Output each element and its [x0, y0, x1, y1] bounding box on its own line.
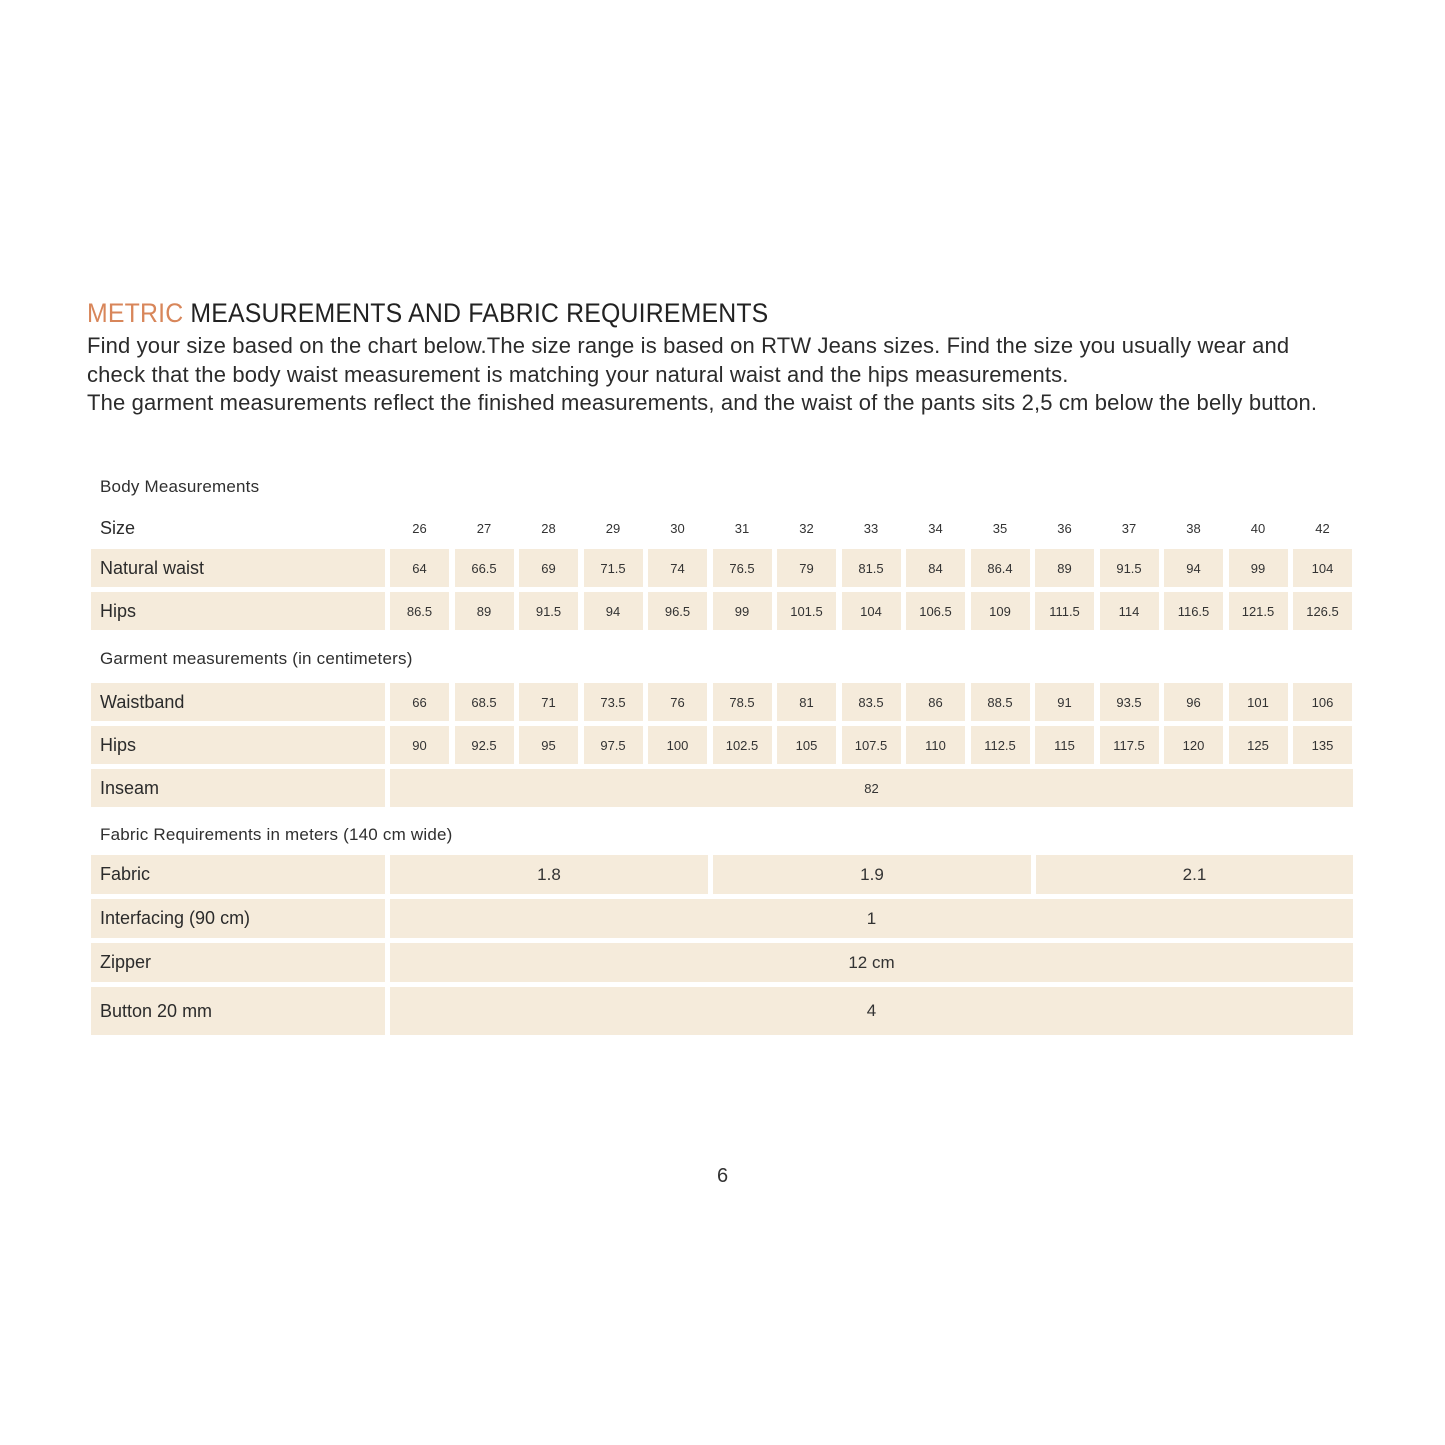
garment-hips-value: 125 — [1229, 726, 1288, 764]
waistband-value: 86 — [906, 683, 965, 721]
size-label: Size — [100, 517, 136, 538]
size-cell: 30 — [670, 520, 685, 536]
waistband-value: 73.5 — [584, 683, 643, 721]
body-hips-value: 121.5 — [1229, 592, 1288, 630]
garment-hips-value: 95 — [519, 726, 578, 764]
natural-waist-value: 66.5 — [455, 549, 514, 587]
size-cell: 32 — [799, 520, 814, 536]
fabric-value: 1.8 — [390, 855, 708, 894]
natural-waist-value: 89 — [1035, 549, 1094, 587]
waistband-value: 91 — [1035, 683, 1094, 721]
garment-hips-label: Hips — [91, 726, 385, 764]
interfacing-value: 1 — [390, 899, 1353, 938]
intro-text — [87, 332, 1347, 418]
natural-waist-value: 64 — [390, 549, 449, 587]
garment-hips-value: 117.5 — [1100, 726, 1159, 764]
garment-hips-value: 97.5 — [584, 726, 643, 764]
body-hips-value: 104 — [842, 592, 901, 630]
natural-waist-value: 94 — [1164, 549, 1223, 587]
body-hips-value: 89 — [455, 592, 514, 630]
body-measurements-heading: Body Measurements — [100, 477, 260, 496]
waistband-value: 68.5 — [455, 683, 514, 721]
size-cell: 31 — [734, 520, 750, 536]
button-value: 4 — [390, 987, 1353, 1035]
body-hips-value: 126.5 — [1293, 592, 1352, 630]
garment-hips-value: 90 — [390, 726, 449, 764]
size-cell: 28 — [541, 520, 556, 536]
intro-paragraph: The garment measurements reflect the finished measurements, and the waist of the pants sits 2,5 cm below the belly button. — [87, 390, 1318, 415]
page-title — [87, 298, 768, 329]
intro-paragraph: Find your size based on the chart below.The size range is based on RTW Jeans sizes. Find the size you usually wear and check that the body waist measurement is matching your natural waist and the hips measurements. — [87, 333, 1290, 387]
garment-hips-value: 105 — [777, 726, 836, 764]
waistband-value: 78.5 — [713, 683, 772, 721]
zipper-label: Zipper — [91, 943, 385, 982]
body-hips-value: 111.5 — [1035, 592, 1094, 630]
natural-waist-label: Natural waist — [91, 549, 385, 587]
garment-hips-value: 92.5 — [455, 726, 514, 764]
size-cell: 37 — [1121, 520, 1137, 536]
natural-waist-value: 91.5 — [1100, 549, 1159, 587]
fabric-value: 2.1 — [1036, 855, 1353, 894]
body-hips-value: 114 — [1100, 592, 1159, 630]
interfacing-row — [91, 899, 1353, 938]
waistband-value: 81 — [777, 683, 836, 721]
size-cell: 35 — [992, 520, 1008, 536]
natural-waist-value: 71.5 — [584, 549, 643, 587]
waistband-value: 88.5 — [971, 683, 1030, 721]
waistband-value: 71 — [519, 683, 578, 721]
waistband-value: 76 — [648, 683, 707, 721]
natural-waist-value: 99 — [1229, 549, 1288, 587]
body-hips-value: 106.5 — [906, 592, 965, 630]
natural-waist-value: 69 — [519, 549, 578, 587]
body-hips-value: 116.5 — [1164, 592, 1223, 630]
garment-hips-value: 112.5 — [971, 726, 1030, 764]
body-hips-value: 101.5 — [777, 592, 836, 630]
garment-hips-value: 110 — [906, 726, 965, 764]
size-cell: 27 — [476, 520, 492, 536]
body-hips-label: Hips — [91, 592, 385, 630]
size-row — [91, 509, 1353, 547]
body-hips-row — [91, 592, 1353, 630]
button-label: Button 20 mm — [91, 987, 385, 1035]
garment-hips-value: 107.5 — [842, 726, 901, 764]
natural-waist-value: 74 — [648, 549, 707, 587]
title-accent: METRIC — [87, 298, 184, 328]
size-cell: 42 — [1315, 520, 1330, 536]
body-hips-value: 94 — [584, 592, 643, 630]
garment-hips-value: 120 — [1164, 726, 1223, 764]
body-hips-value: 86.5 — [390, 592, 449, 630]
garment-hips-value: 102.5 — [713, 726, 772, 764]
garment-measurements-heading: Garment measurements (in centimeters) — [100, 649, 413, 668]
waistband-value: 101 — [1229, 683, 1288, 721]
natural-waist-value: 86.4 — [971, 549, 1030, 587]
size-cell: 26 — [412, 520, 427, 536]
interfacing-label: Interfacing (90 cm) — [91, 899, 385, 938]
inseam-row — [91, 769, 1353, 807]
body-hips-value: 99 — [713, 592, 772, 630]
size-cell: 36 — [1057, 520, 1072, 536]
garment-hips-value: 115 — [1035, 726, 1094, 764]
waistband-value: 106 — [1293, 683, 1352, 721]
fabric-value: 1.9 — [713, 855, 1031, 894]
size-cell: 38 — [1186, 520, 1201, 536]
page-number: 6 — [716, 1165, 729, 1187]
garment-hips-value: 100 — [648, 726, 707, 764]
waistband-value: 66 — [390, 683, 449, 721]
waistband-row — [91, 683, 1353, 721]
garment-hips-row — [91, 726, 1353, 764]
size-cell: 33 — [863, 520, 879, 536]
inseam-label: Inseam — [91, 769, 385, 807]
fabric-label: Fabric — [91, 855, 385, 894]
natural-waist-value: 104 — [1293, 549, 1352, 587]
natural-waist-value: 79 — [777, 549, 836, 587]
waistband-value: 96 — [1164, 683, 1223, 721]
body-hips-value: 96.5 — [648, 592, 707, 630]
fabric-requirements-heading: Fabric Requirements in meters (140 cm wide) — [100, 825, 453, 844]
size-cell: 40 — [1250, 520, 1266, 536]
garment-hips-value: 135 — [1293, 726, 1352, 764]
title-text: MEASUREMENTS AND FABRIC REQUIREMENTS — [190, 298, 769, 328]
body-hips-value: 91.5 — [519, 592, 578, 630]
waistband-value: 83.5 — [842, 683, 901, 721]
natural-waist-value: 84 — [906, 549, 965, 587]
natural-waist-value: 76.5 — [713, 549, 772, 587]
size-cell: 34 — [928, 520, 943, 536]
button-row — [91, 987, 1353, 1035]
size-cell: 29 — [605, 520, 621, 536]
natural-waist-value: 81.5 — [842, 549, 901, 587]
fabric-row — [91, 855, 1353, 894]
zipper-row — [91, 943, 1353, 982]
waistband-value: 93.5 — [1100, 683, 1159, 721]
zipper-value: 12 cm — [390, 943, 1353, 982]
waistband-label: Waistband — [91, 683, 385, 721]
inseam-value: 82 — [390, 769, 1353, 807]
body-hips-value: 109 — [971, 592, 1030, 630]
natural-waist-row — [91, 549, 1353, 587]
